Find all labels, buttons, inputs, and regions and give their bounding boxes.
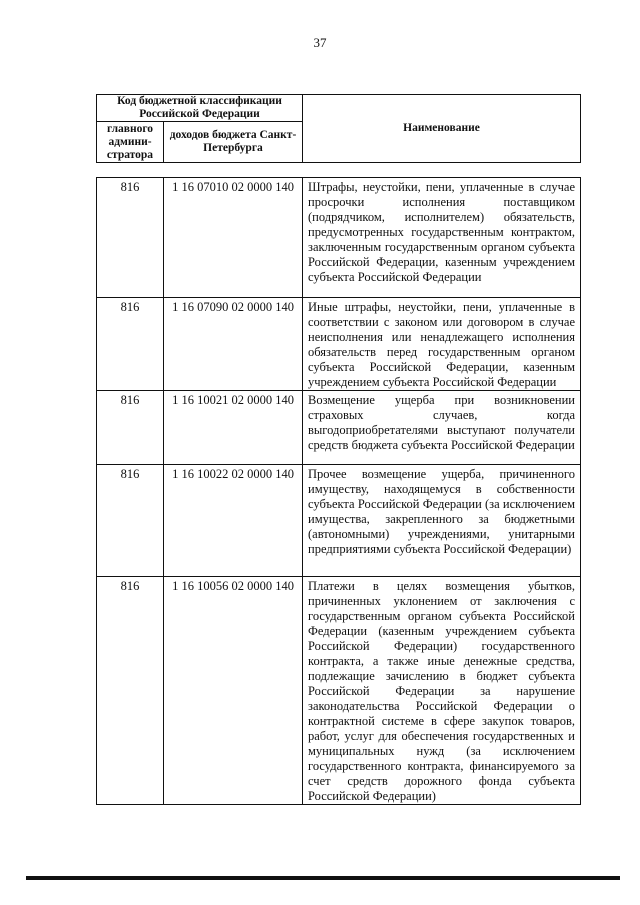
table-row — [97, 465, 581, 577]
header-budget-income: доходов бюджета Санкт-Петербурга — [164, 122, 303, 163]
income-code-cell: 1 16 10021 02 0000 140 — [164, 391, 303, 465]
table-row — [97, 178, 581, 298]
name-cell: Возмещение ущерба при возникновении страховых случаев, когда выгодоприобретателями выступают получатели средств бюджета субъекта Российской Федерации — [303, 391, 581, 465]
income-code-cell: 1 16 10022 02 0000 140 — [164, 465, 303, 577]
name-cell: Иные штрафы, неустойки, пени, уплаченные в соответствии с законом или договором в случае неисполнения или ненадлежащего исполнения обязательств перед государственным органом субъекта Российской Федерации, казенным учреждением субъекта Российской Федерации — [303, 298, 581, 391]
income-code-cell: 1 16 07090 02 0000 140 — [164, 298, 303, 391]
table-row — [97, 391, 581, 465]
admin-code-cell: 816 — [97, 577, 164, 805]
admin-code-cell: 816 — [97, 178, 164, 298]
table-body — [96, 177, 581, 805]
admin-code-cell: 816 — [97, 465, 164, 577]
table-header — [96, 94, 581, 163]
name-cell: Штрафы, неустойки, пени, уплаченные в случае просрочки исполнения поставщиком (подрядчиком, исполнителем) обязательств, предусмотренных государственным контрактом, заключенным государственным органом субъекта Российской Федерации, казенным учреждением субъекта Российской Федерации — [303, 178, 581, 298]
income-code-cell: 1 16 10056 02 0000 140 — [164, 577, 303, 805]
name-cell: Платежи в целях возмещения убытков, причиненных уклонением от заключения с государственным органом субъекта Российской Федерации (казенным учреждением субъекта Российской Федерации) государственного контракта, а также иные денежные средства, подлежащие зачислению в бюджет субъекта Российской Федерации за нарушение законодательства Российской Федерации о контрактной системе в сфере закупок товаров, работ, услуг для обеспечения государственных и муниципальных нужд (за исключением государственного контракта, финансируемого за счет средств дорожного фонда субъекта Российской Федерации) — [303, 577, 581, 805]
page-number: 37 — [313, 35, 327, 50]
header-name: Наименование — [303, 95, 581, 163]
admin-code-cell: 816 — [97, 391, 164, 465]
table-row — [97, 298, 581, 391]
header-main-administrator: главного админи-стратора — [97, 122, 164, 163]
admin-code-cell: 816 — [97, 298, 164, 391]
income-code-cell: 1 16 07010 02 0000 140 — [164, 178, 303, 298]
name-cell: Прочее возмещение ущерба, причиненного имуществу, находящемуся в собственности субъекта Российской Федерации (за исключением имущества, закрепленного за бюджетными (автономными) учреждениями, унитарными предприятиями субъекта Российской Федерации) — [303, 465, 581, 577]
header-budget-classification: Код бюджетной классификации Российской Федерации — [97, 95, 303, 122]
bottom-rule — [26, 876, 620, 880]
table-row — [97, 577, 581, 805]
